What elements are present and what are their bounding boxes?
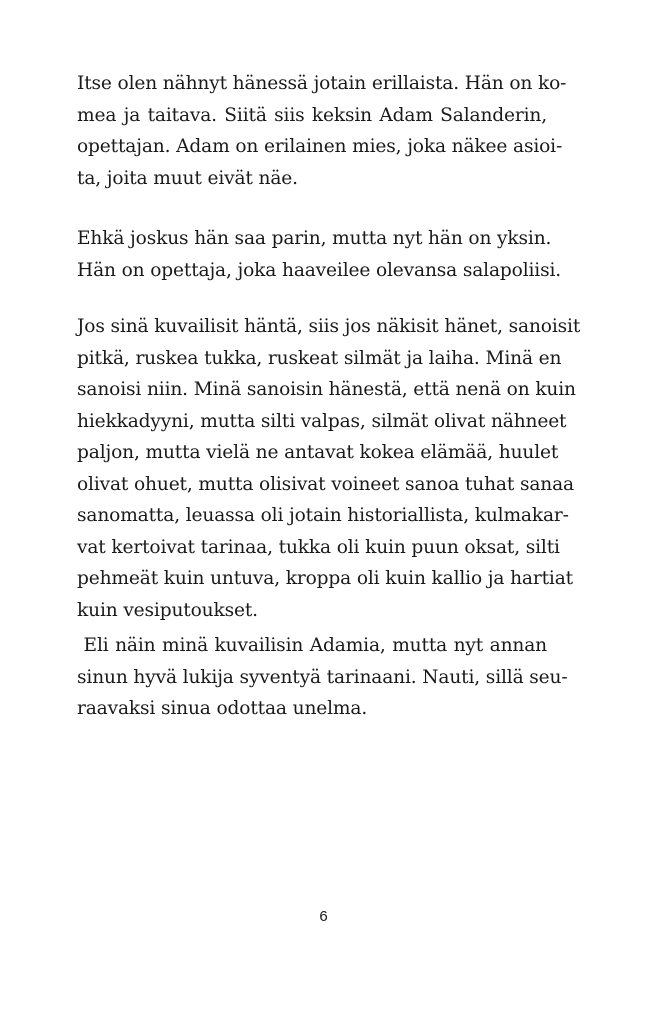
paragraph-line: mea ja taitava. Siitä siis keksin Adam Salanderin, xyxy=(77,104,547,126)
page-number: 6 xyxy=(319,908,328,925)
paragraph-line: hiekkadyyni, mutta silti valpas, silmät olivat nähneet xyxy=(77,410,567,432)
paragraph-line: paljon, mutta vielä ne antavat kokea elämää, huulet xyxy=(77,442,559,463)
paragraph-line: vat kertoivat tarinaa, tukka oli kuin puun oksat, silti xyxy=(77,536,560,558)
paragraph-line: raavaksi sinua odottaa unelma. xyxy=(77,698,368,719)
paragraph-line: sanoisi niin. Minä sanoisin hänestä, että nenä on kuin xyxy=(77,379,576,400)
paragraph-line: sanomatta, leuassa oli jotain historiallista, kulmakar- xyxy=(77,505,569,526)
paragraph-4 xyxy=(77,630,568,725)
paragraph-2 xyxy=(77,223,562,286)
paragraph-3 xyxy=(77,311,581,626)
paragraph-line: olivat ohuet, mutta olisivat voineet sanoa tuhat sanaa xyxy=(77,473,574,495)
paragraph-line: Itse olen nähnyt hänessä jotain erillaista. Hän on ko- xyxy=(77,73,567,94)
paragraph-line: Jos sinä kuvailisit häntä, siis jos näkisit hänet, sanoisit xyxy=(77,316,581,337)
paragraph-1 xyxy=(77,68,567,194)
paragraph-line: sinun hyvä lukija syventyä tarinaani. Nauti, sillä seu- xyxy=(77,666,568,688)
paragraph-line: Ehkä joskus hän saa parin, mutta nyt hän on yksin. xyxy=(77,228,552,249)
paragraph-line: ta, joita muut eivät näe. xyxy=(77,167,298,189)
paragraph-line: pitkä, ruskea tukka, ruskeat silmät ja laiha. Minä en xyxy=(77,347,562,369)
paragraph-line: Hän on opettaja, joka haaveilee olevansa salapoliisi. xyxy=(77,259,562,281)
paragraph-line: opettajan. Adam on erilainen mies, joka näkee asioi- xyxy=(77,136,563,157)
paragraph-line: kuin vesiputoukset. xyxy=(77,599,258,621)
paragraph-line: Eli näin minä kuvailisin Adamia, mutta nyt annan xyxy=(77,635,547,656)
paragraph-line: pehmeät kuin untuva, kroppa oli kuin kallio ja hartiat xyxy=(77,568,573,589)
